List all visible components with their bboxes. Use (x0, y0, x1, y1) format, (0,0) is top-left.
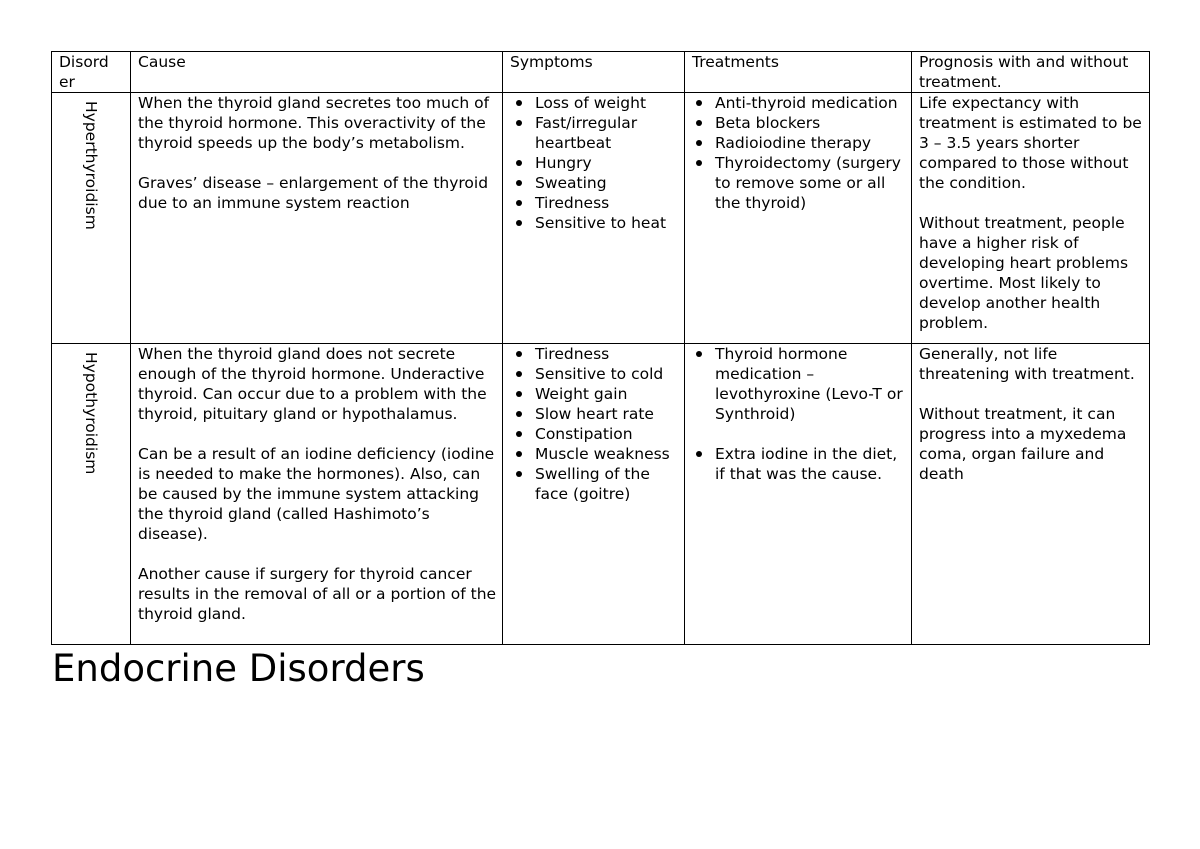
symptoms-cell (503, 344, 685, 645)
disorder-name: Hyperthyroidism (82, 101, 100, 230)
disorder-cell (52, 344, 131, 645)
disorders-table (51, 51, 1150, 645)
prognosis-paragraph: Without treatment, people have a higher risk of developing heart problems overtime. Most likely to develop another health problem. (919, 214, 1129, 332)
treatment-item: Thyroid hormone medication – levothyroxine (Levo-T or Synthroid) (692, 344, 907, 424)
treatment-item: Radioiodine therapy (692, 133, 907, 153)
treatment-item: Beta blockers (692, 113, 907, 133)
cause-paragraph: Graves’ disease – enlargement of the thyroid due to an immune system reaction (138, 174, 489, 212)
treatments-cell (685, 93, 912, 344)
header-symptoms: Symptoms (503, 52, 685, 93)
prognosis-paragraph: Without treatment, it can progress into a myxedema coma, organ failure and death (919, 405, 1127, 483)
treatment-item: Extra iodine in the diet, if that was the cause. (692, 444, 907, 484)
symptom-item: Swelling of the face (goitre) (510, 464, 680, 504)
header-disorder: Disord er (52, 52, 131, 93)
page-title: Endocrine Disorders (52, 647, 425, 690)
header-row (52, 52, 1150, 93)
table-row (52, 93, 1150, 344)
disorder-cell (52, 93, 131, 344)
symptom-item: Tiredness (510, 193, 680, 213)
header-cause: Cause (131, 52, 503, 93)
symptom-item: Slow heart rate (510, 404, 680, 424)
cause-paragraph: When the thyroid gland does not secrete enough of the thyroid hormone. Underactive thyroid. Can occur due to a problem with the thyroid, pituitary gland or hypothalamus. (138, 345, 487, 423)
treatment-item: Anti-thyroid medication (692, 93, 907, 113)
prognosis-paragraph: Generally, not life threatening with treatment. (919, 345, 1135, 383)
treatments-cell (685, 344, 912, 645)
symptom-item: Hungry (510, 153, 680, 173)
cause-cell (131, 344, 503, 645)
symptom-item: Sensitive to cold (510, 364, 680, 384)
symptom-item: Weight gain (510, 384, 680, 404)
prognosis-cell (912, 344, 1150, 645)
cause-cell (131, 93, 503, 344)
cause-paragraph: Another cause if surgery for thyroid cancer results in the removal of all or a portion of the thyroid gland. (138, 565, 497, 623)
table-row (52, 344, 1150, 645)
symptom-item: Loss of weight (510, 93, 680, 113)
cause-paragraph: Can be a result of an iodine deficiency (iodine is needed to make the hormones). Also, can be caused by the immune system attacking the thyroid gland (called Hashimoto’s disease). (138, 445, 495, 543)
symptom-item: Fast/irregular heartbeat (510, 113, 680, 153)
symptom-item: Sensitive to heat (510, 213, 680, 233)
disorder-name: Hypothyroidism (82, 352, 100, 475)
treatment-item: Thyroidectomy (surgery to remove some or all the thyroid) (692, 153, 907, 213)
cause-paragraph: When the thyroid gland secretes too much of the thyroid hormone. This overactivity of the thyroid speeds up the body’s metabolism. (138, 94, 490, 152)
prognosis-cell (912, 93, 1150, 344)
symptom-item: Sweating (510, 173, 680, 193)
symptom-item: Muscle weakness (510, 444, 680, 464)
prognosis-paragraph: Life expectancy with treatment is estimated to be 3 – 3.5 years shorter compared to those without the condition. (919, 94, 1142, 192)
symptoms-cell (503, 93, 685, 344)
header-treatments: Treatments (685, 52, 912, 93)
symptom-item: Tiredness (510, 344, 680, 364)
symptom-item: Constipation (510, 424, 680, 444)
header-prognosis: Prognosis with and without treatment. (912, 52, 1150, 93)
